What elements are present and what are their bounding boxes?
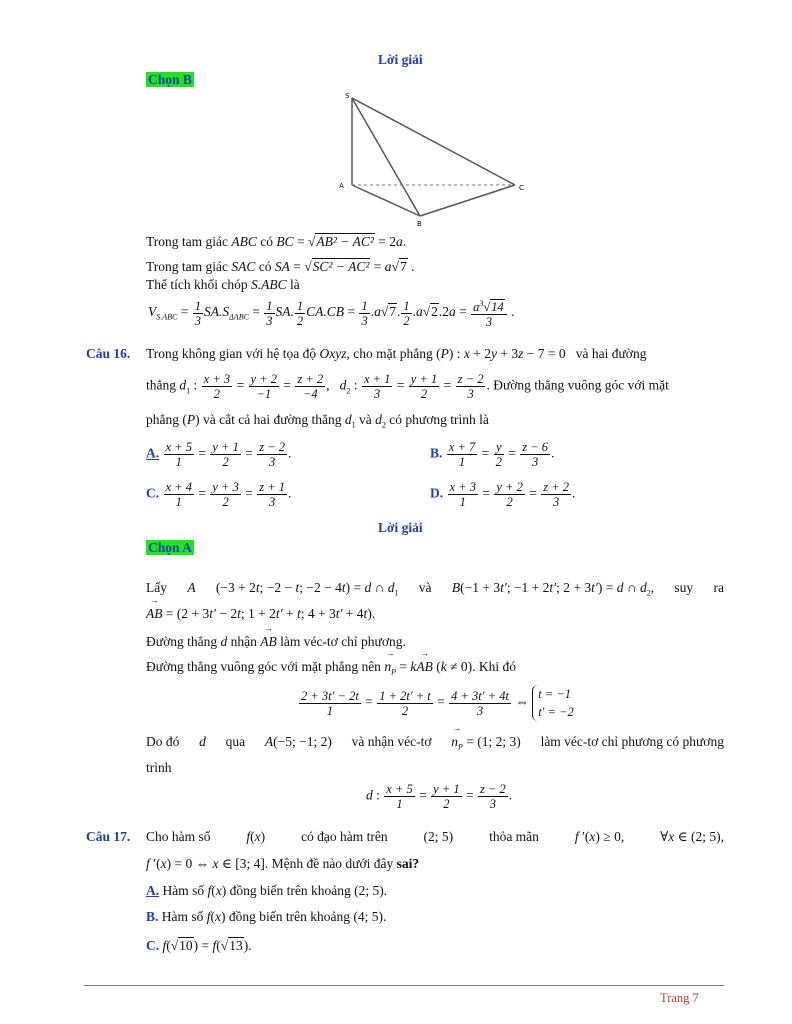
- option-b[interactable]: B. $\frac{x + 7}{1}$ = $\frac{y}{2}$ = $\frac{z - 6}{3}$ .: [430, 440, 555, 469]
- solution-line-1: Trong tam giác ABC có BC = √AB² − AC² = 2a.: [146, 234, 407, 249]
- solution2-line-5: Do đó d qua A(−5; −1; 2) và nhận véc-tơ → $n_P = (1$; 2; 3) làm véc-tơ chỉ phương có phương: [146, 734, 724, 752]
- answer-choice-label-2: Chọn A: [148, 540, 192, 555]
- pyramid-figure: [330, 88, 530, 228]
- solution2-line-1: Lấy A (−3 + 2t; −2 − t; −2 − 4t) = d ∩ $d_1$ và B(−1 + 3t′; −1 + 2t′; 2 + 3t′) = d ∩ $d_2$, suy ra: [146, 580, 724, 598]
- solution-heading: Lời giải: [378, 52, 423, 67]
- vertex-c: C: [519, 184, 524, 192]
- page-number: Trang 7: [660, 991, 699, 1005]
- option-a[interactable]: A. $\frac{x + 5}{1}$ = $\frac{y + 1}{2}$ = $\frac{z - 2}{3}$ .: [146, 440, 292, 469]
- solution-heading-2: Lời giải: [378, 520, 423, 535]
- question-16-line-1: Trong không gian với hệ tọa độ Oxyz, cho mặt phẳng (P) : x + 2y + 3z − 7 = 0 và hai đường: [146, 346, 647, 361]
- question-16-line-2: thẳng $d_1$ : $\frac{x + 3}{2}$ = $\frac{y + 2}{-1}$ = $\frac{z + 2}{-4}$ , $d_2$ : $\frac{x + 1}{3}$ = $\frac{y + 1}{2}$ = $\frac{z - 2}{3}$ . Đường thẳng vuông góc với mặt: [146, 372, 669, 401]
- vertex-a: A: [339, 182, 344, 190]
- system-equation: $\frac{2 + 3t' - 2t}{1}$ = $\frac{1 + 2t' + t}{2}$ = $\frac{4 + 3t' + 4t}{3}$ ⇔ t = −1 t′ = −2: [301, 687, 574, 719]
- vertex-b: B: [417, 220, 422, 228]
- question-17-label: Câu 17.: [86, 829, 131, 844]
- solution2-line-2: → AB = (2 + 3t′ − 2t; 1 + 2t′ + t; 4 + 3t′ + 4t).: [146, 606, 375, 622]
- final-line-equation: d : $\frac{x + 5}{1}$ = $\frac{y + 1}{2}$ = $\frac{z - 2}{3}$ .: [366, 782, 513, 811]
- answer-choice-label: Chọn B: [148, 72, 192, 87]
- vertex-s: S: [345, 92, 350, 100]
- q17-option-a[interactable]: A. Hàm số f(x) đồng biến trên khoảng (2; 5).: [146, 883, 388, 898]
- solution-line-3: Thể tích khối chóp S.ABC là: [146, 277, 300, 292]
- q17-option-b[interactable]: B. Hàm số f(x) đồng biến trên khoảng (4; 5).: [146, 909, 387, 924]
- solution2-line-6: trình: [146, 760, 172, 775]
- question-17-line-2: f ′(x) = 0 ⇔ x ∈ [3; 4]. Mệnh đề nào dưới đây sai?: [146, 856, 420, 871]
- question-17-line-1: Cho hàm số f(x) có đạo hàm trên (2; 5) thỏa mãn f ′(x) ≥ 0, ∀x ∈ (2; 5),: [146, 829, 724, 844]
- solution2-line-3: Đường thẳng d nhận → AB làm véc-tơ chỉ phương.: [146, 634, 406, 650]
- question-16-line-3: phẳng (P) và cắt cả hai đường thẳng $d_1$ và $d_2$ có phương trình là: [146, 412, 489, 430]
- solution2-line-4: Đường thẳng vuông góc với mặt phẳng nên → $n_P = k\to$ AB (k ≠ 0). Khi đó: [146, 659, 516, 677]
- footer-divider: [84, 985, 724, 986]
- option-c[interactable]: C. $\frac{x + 4}{1}$ = $\frac{y + 3}{2}$ = $\frac{z + 1}{3}$ .: [146, 480, 292, 509]
- option-d[interactable]: D. $\frac{x + 3}{1}$ = $\frac{y + 2}{2}$ = $\frac{z + 2}{3}$ .: [430, 480, 576, 509]
- question-16-label: Câu 16.: [86, 346, 131, 361]
- solution-line-2: Trong tam giác SAC có SA = √SC² − AC² = a√7 .: [146, 259, 415, 274]
- q17-option-c[interactable]: C. f(√10) = f(√13).: [146, 938, 252, 953]
- volume-formula: $V_{S.ABC}$ = $\frac{1}{3}$ $SA.S_{\Delta ABC}$ = $\frac{1}{3}$ SA. $\frac{1}{2}$ CA.CB = $\frac{1}{3}$ .a√7. $\frac{1}{2}$ .a√2.2a = $\frac{a^3√14}{3}$ .: [148, 298, 515, 330]
